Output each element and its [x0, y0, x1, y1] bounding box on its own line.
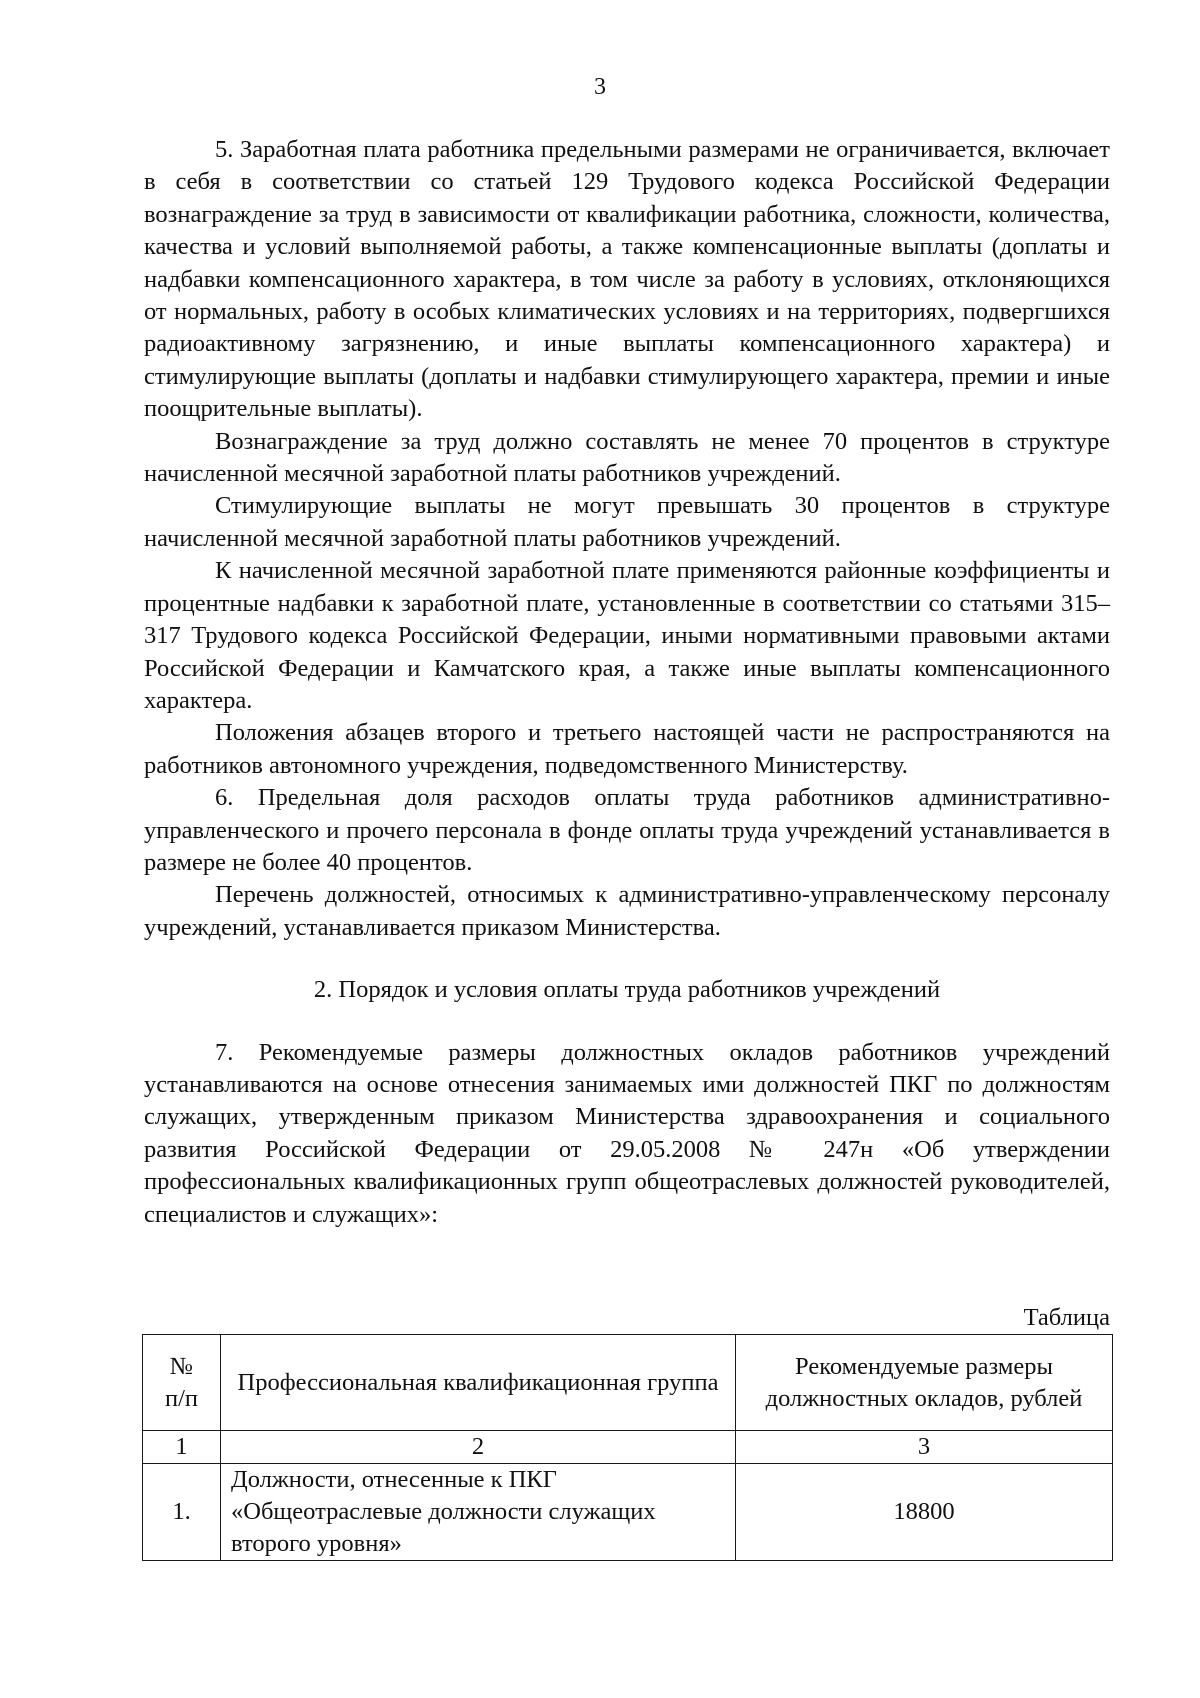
- section-heading: 2. Порядок и условия оплаты труда работников учреждений: [313, 976, 941, 1004]
- header-group: Профессиональная квалификационная группа: [221, 1335, 736, 1431]
- table-caption: Таблица: [1023, 1304, 1110, 1331]
- salary-table: [142, 1334, 1113, 1561]
- row-group-cell: Должности, отнесенные к ПКГ «Общеотраслевые должности служащих второго уровня»: [221, 1464, 736, 1561]
- header-number-line1: №: [169, 1352, 194, 1380]
- header-number: [143, 1335, 221, 1431]
- paragraph-5-part-4: К начисленной месячной заработной плате применяются районные коэффициенты и процентные надбавки к заработной плате, установленные в соответствии со статьями 315–317 Трудового кодекса Российской Федерации, иными нормативными правовыми актами Российской Федерации и Камчатского края, а также иные выплаты компенсационного характера.: [144, 557, 1110, 714]
- column-number-cell: 2: [221, 1431, 736, 1464]
- paragraph-6: 6. Предельная доля расходов оплаты труда работников административно-управленческого и прочего персонала в фонде оплаты труда учреждений устанавливается в размере не более 40 процентов.: [144, 784, 1110, 876]
- table-column-numbers-row: [143, 1431, 1113, 1464]
- header-salary: Рекомендуемые размеры должностных окладов, рублей: [736, 1335, 1113, 1431]
- paragraph-5-part-2: Вознаграждение за труд должно составлять не менее 70 процентов в структуре начисленной месячной заработной платы работников учреждений.: [144, 427, 1110, 488]
- row-number-cell: 1.: [143, 1464, 221, 1561]
- header-number-line2: п/п: [164, 1384, 199, 1412]
- paragraph-5-part-3: Стимулирующие выплаты не могут превышать 30 процентов в структуре начисленной месячной заработной платы работников учреждений.: [144, 492, 1110, 552]
- paragraph-5-part-5: Положения абзацев второго и третьего настоящей части не распространяются на работников автономного учреждения, подведомственного Министерству.: [144, 719, 1110, 779]
- paragraph-7: 7. Рекомендуемые размеры должностных окладов работников учреждений устанавливаются на основе отнесения занимаемых ими должностей ПКГ по должностям служащих, утвержденным приказом Министерства здравоохранения и социального развития Российской Федерации от 29.05.2008 № 247н «Об утверждении профессиональных квалификационных групп общеотраслевых должностей руководителей, специалистов и служащих»:: [144, 1038, 1110, 1228]
- paragraph-6-part-2: Перечень должностей, относимых к административно-управленческому персоналу учреждений, устанавливается приказом Министерства.: [144, 881, 1110, 941]
- paragraph-5: 5. Заработная плата работника предельными размерами не ограничивается, включает в себя в соответствии со статьей 129 Трудового кодекса Российской Федерации вознаграждение за труд в зависимости от квалификации работника, сложности, количества, качества и условий выполняемой работы, а также компенсационные выплаты (доплаты и надбавки компенсационного характера, в том числе за работу в условиях, отклоняющихся от нормальных, работу в особых климатических условиях и на территориях, подвергшихся радиоактивному загрязнению, и иные выплаты компенсационного характера) и стимулирующие выплаты (доплаты и надбавки стимулирующего характера, премии и иные поощрительные выплаты).: [144, 136, 1110, 423]
- document-body: [144, 134, 1110, 1231]
- column-number-cell: 3: [736, 1431, 1113, 1464]
- table-row: [143, 1464, 1113, 1561]
- row-salary-cell: 18800: [736, 1464, 1113, 1561]
- table-header-row: [143, 1335, 1113, 1431]
- column-number-cell: 1: [143, 1431, 221, 1464]
- page-number: 3: [594, 74, 606, 100]
